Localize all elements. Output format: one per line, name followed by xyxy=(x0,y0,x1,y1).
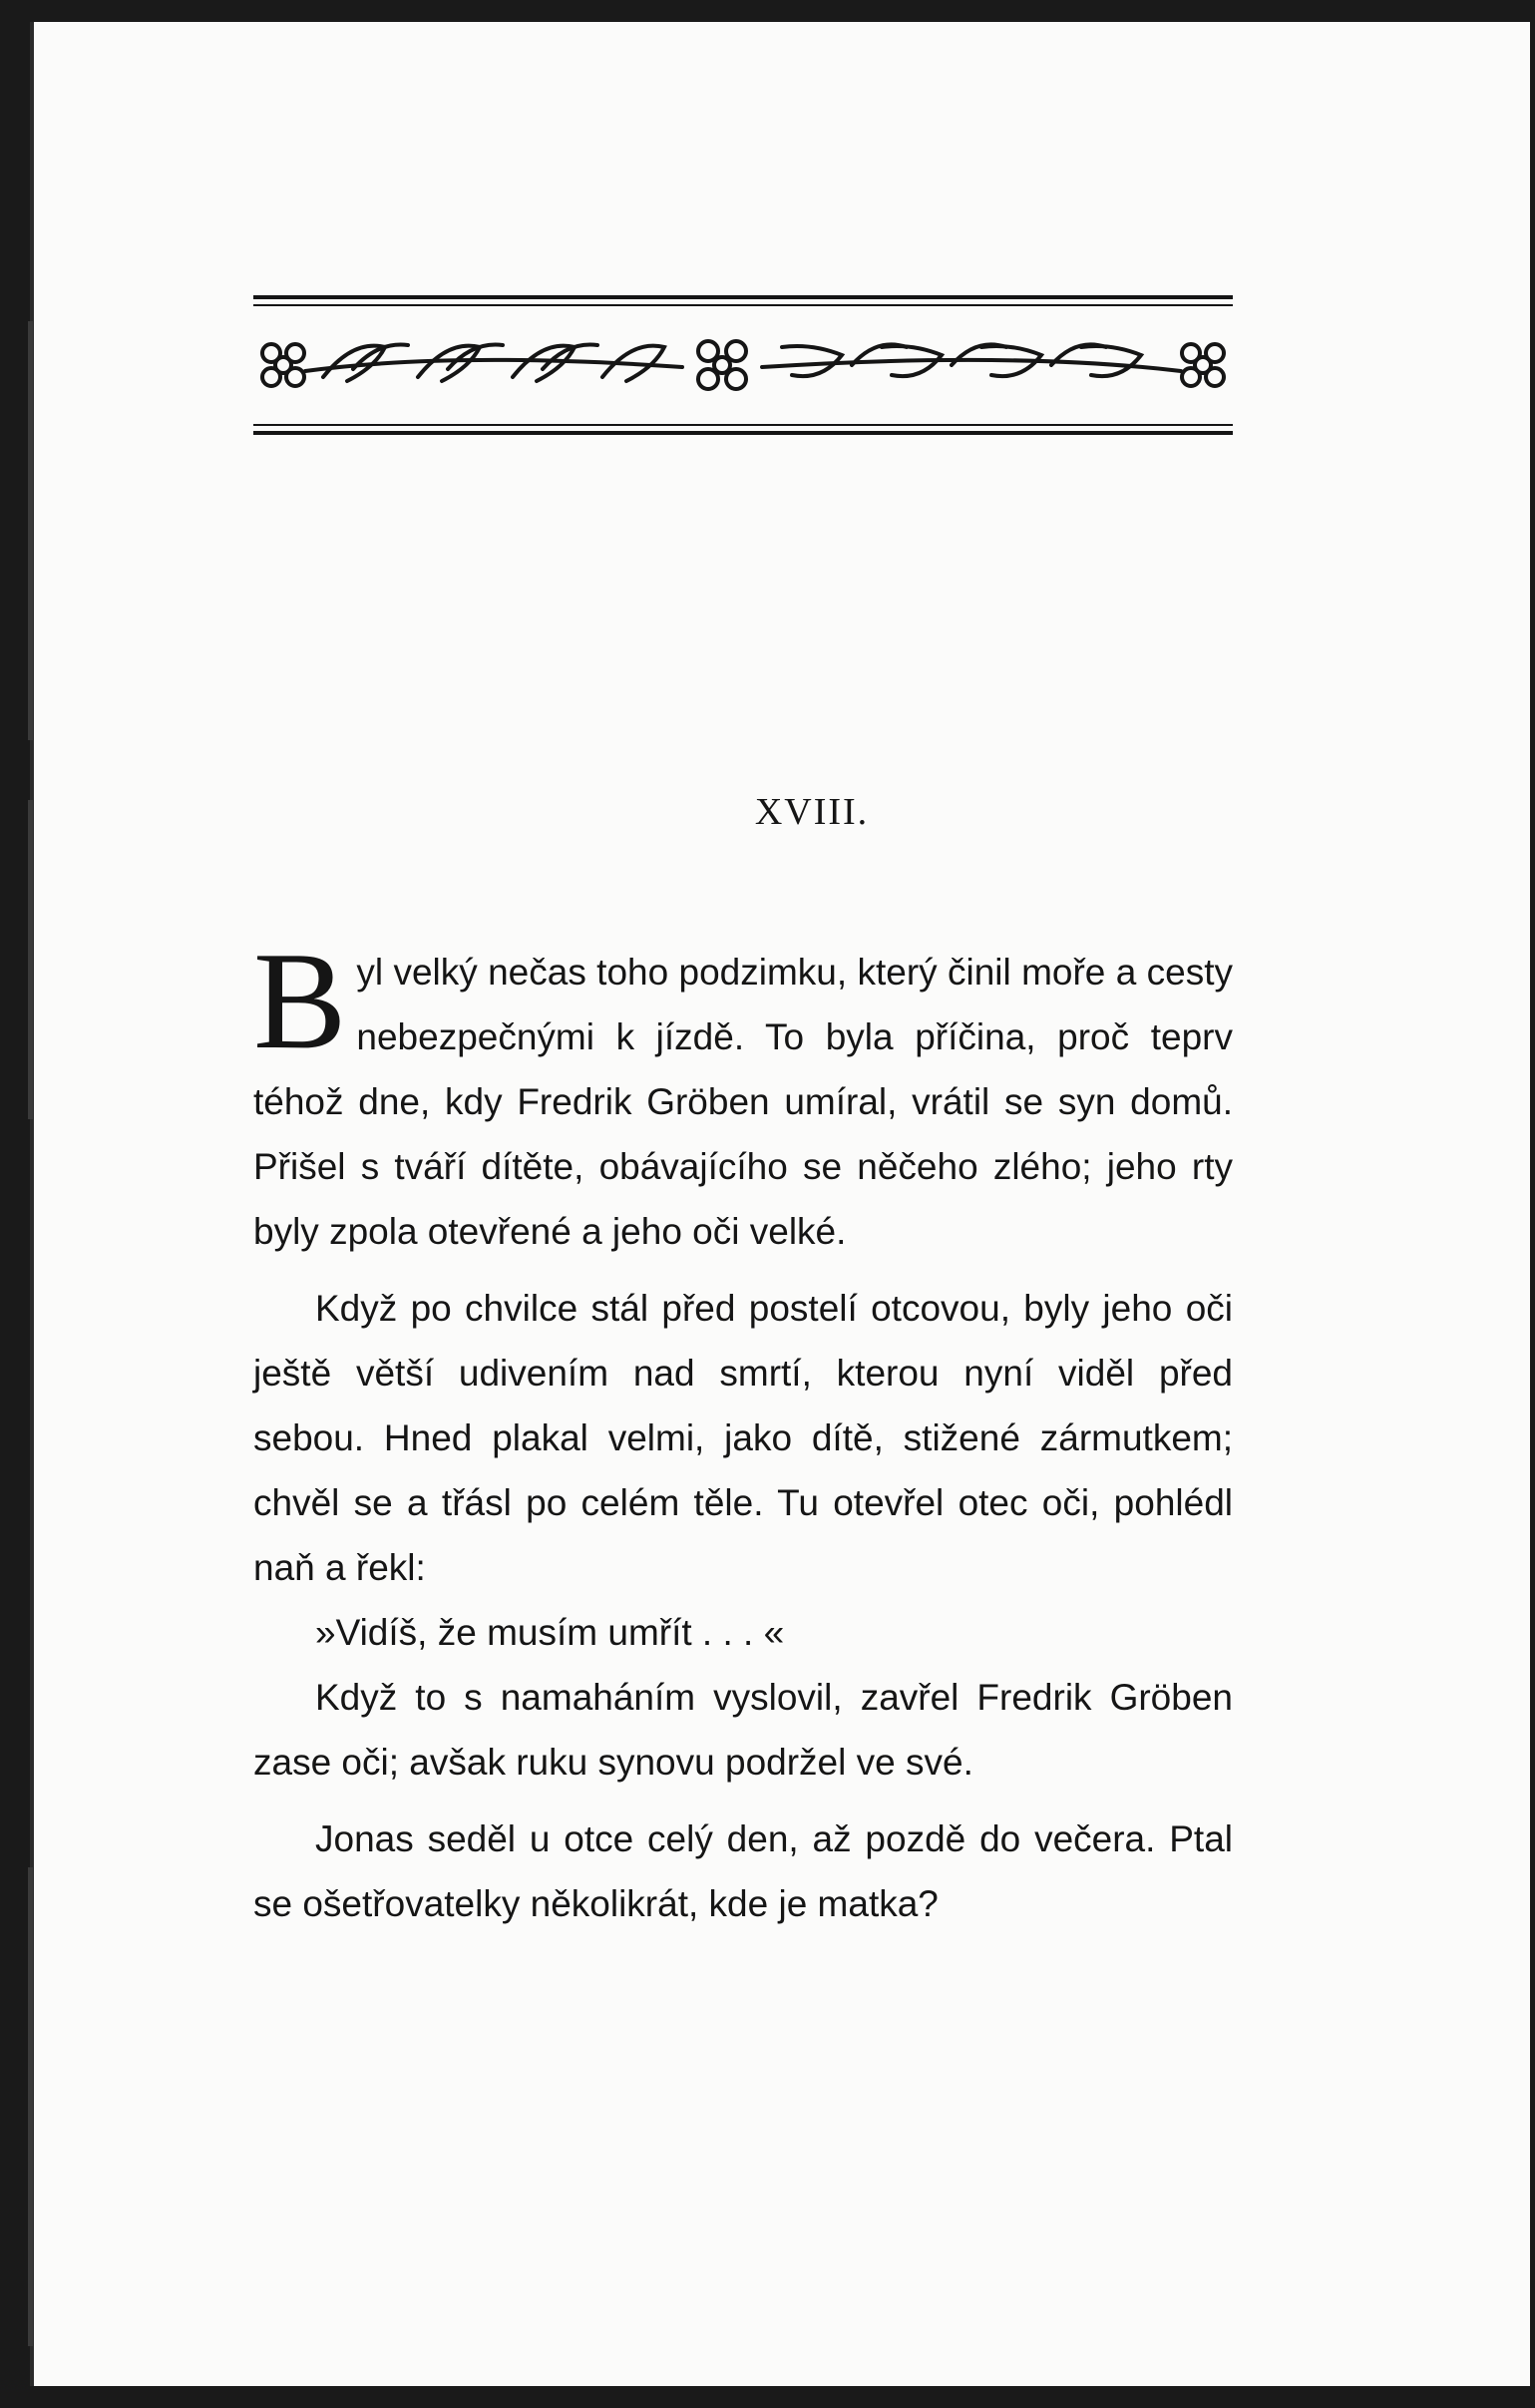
drop-cap: B xyxy=(253,924,347,1078)
spine-shadow xyxy=(28,321,33,740)
flower-icon xyxy=(698,341,746,389)
paragraph: Když to s namaháním vyslovil, zavřel Fredrik Gröben zase oči; avšak ruku synovu podržel ve své. xyxy=(253,1677,1233,1783)
paragraph xyxy=(253,924,1233,1264)
paragraph-text: yl velký nečas toho podzimku, který činil moře a cesty nebezpečnými k jízdě. To byla příčina, proč teprv téhož dne, kdy Fredrik Gröben umíral, vrátil se syn domů. Přišel s tváří dítěte, obávajícího se něčeho zlého; jeho rty byly zpola otevřené a jeho oči velké. xyxy=(253,952,1233,1252)
body-text xyxy=(253,924,1233,1936)
spine-shadow xyxy=(28,1867,33,2346)
paragraph-quote: »Vidíš, že musím umřít . . . « xyxy=(315,1612,785,1653)
spine-shadow xyxy=(28,800,33,1119)
flower-icon xyxy=(1182,344,1224,386)
paragraph: Když po chvilce stál před postelí otcovou, byly jeho oči ještě větší udivením nad smrtí, kterou nyní viděl před sebou. Hned plakal velmi, jako dítě, stižené zármutkem; chvěl se a třásl po celém těle. Tu otevřel otec oči, pohlédl naň a řekl: xyxy=(253,1288,1233,1588)
flower-icon xyxy=(262,344,304,386)
floral-header-ornament xyxy=(253,291,1233,439)
chapter-heading: XVIII. xyxy=(754,791,870,833)
paragraph: Jonas seděl u otce celý den, až pozdě do večera. Ptal se ošetřovatelky několikrát, kde je matka? xyxy=(253,1818,1233,1924)
book-page xyxy=(30,22,1530,2386)
